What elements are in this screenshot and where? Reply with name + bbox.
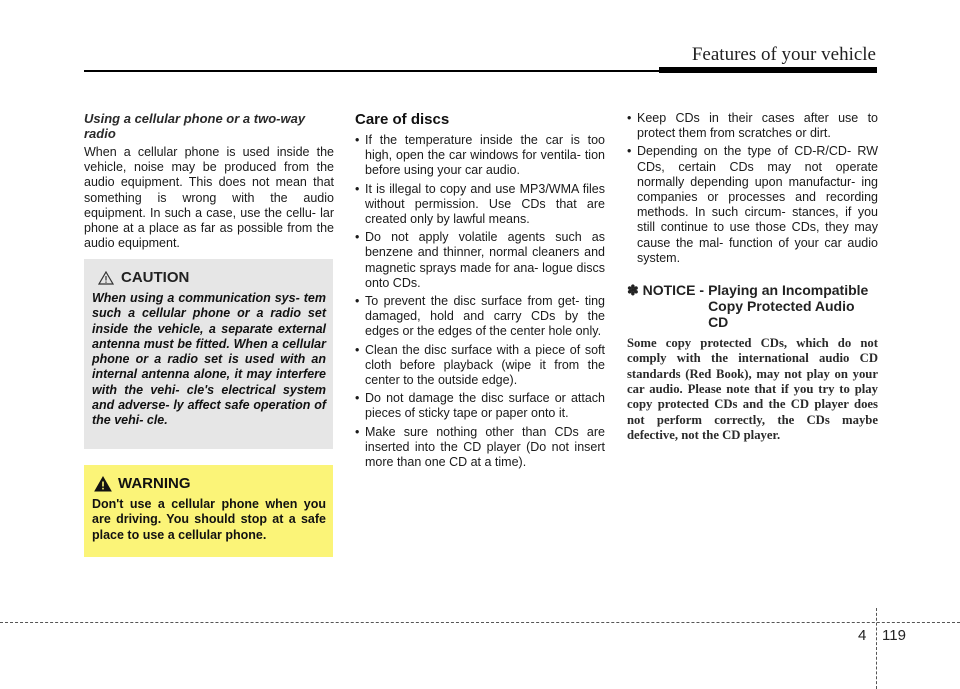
warning-triangle-icon [94,476,112,492]
column-middle [355,111,605,473]
list-item: • Clean the disc surface with a piece of soft cloth before playback (wipe it from the center to the outside edge). [355,342,605,388]
notice-header [627,282,878,330]
list-item: • Make sure nothing other than CDs are inserted into the CD player (Do not insert more than one CD at a time). [355,424,605,470]
care-list-1 [355,133,605,470]
page-number: 119 [882,627,906,644]
footer-dashed-rule [0,622,960,623]
header-bar [659,67,877,73]
care-list-2 [627,111,878,266]
list-item: • If the temperature inside the car is too high, open the car windows for ventila- tion before using your car audio. [355,133,605,178]
page-header-title: Features of your vehicle [691,44,876,65]
header-rule [84,70,659,72]
column-left [84,111,334,251]
list-item: • Do not apply volatile agents such as benzene and thinner, normal cleaners and magnetic sprays made for ana- logue discs onto CDs. [355,230,605,290]
warning-label: WARNING [118,475,191,492]
list-item: • It is illegal to copy and use MP3/WMA files without permission. Use CDs that are created only by lawful means. [355,181,605,227]
caution-triangle-icon [98,271,114,285]
warning-header [94,475,191,492]
caution-label: CAUTION [121,269,190,286]
notice-lead: ✽ NOTICE - [627,282,705,299]
care-of-discs-title: Care of discs [355,111,450,128]
caution-text: When using a communication sys- tem such a cellular phone or a radio set inside the vehicle, a separate external antenna must be fitted. When a cellular phone or a radio set is used with an internal antenna alone, it may interfere with the vehi- cle's electrical system and adverse- ly affect safe operation of the vehi- cle. [92,291,326,428]
caution-box [84,259,333,449]
cellular-section-text: When a cellular phone is used inside the vehicle, noise may be produced from the audio equipment. This does not mean that something is wrong with the audio equipment. In such a case, use the cellu- lar phone at a place as far as possible from the audio equipment. [84,145,334,251]
list-item: • Do not damage the disc surface or attach pieces of sticky tape or paper onto it. [355,391,605,421]
chapter-number: 4 [858,627,867,644]
notice-title: Playing an Incompatible Copy Protected Audio CD [708,282,869,331]
caution-header [98,269,189,286]
list-item: • Keep CDs in their cases after use to protect them from scratches or dirt. [627,111,878,141]
warning-box [84,465,333,557]
list-item: • Depending on the type of CD-R/CD- RW CDs, certain CDs may not operate normally depending upon manufactur- ing companies or processes and recording methods. In such circum- stances, if you still continue to use those CDs, they may cause the mal- function of your car audio system. [627,144,878,265]
list-item: • To prevent the disc surface from get- ting damaged, hold and carry CDs by the edges or the edges of the center hole only. [355,294,605,339]
footer-vertical-dashed-rule [876,608,877,689]
column-right [627,111,878,443]
notice-block [627,282,878,443]
cellular-section-title: Using a cellular phone or a two-way radio [84,111,306,141]
warning-text: Don't use a cellular phone when you are driving. You should stop at a safe place to use a cellular phone. [92,497,326,542]
notice-text: Some copy protected CDs, which do not comply with the international audio CD standards (Red Book), may not play on your car audio. Please note that if you try to play copy protected CDs and the CD player does not perform correctly, the CDs maybe defective, not the CD player. [627,336,878,442]
